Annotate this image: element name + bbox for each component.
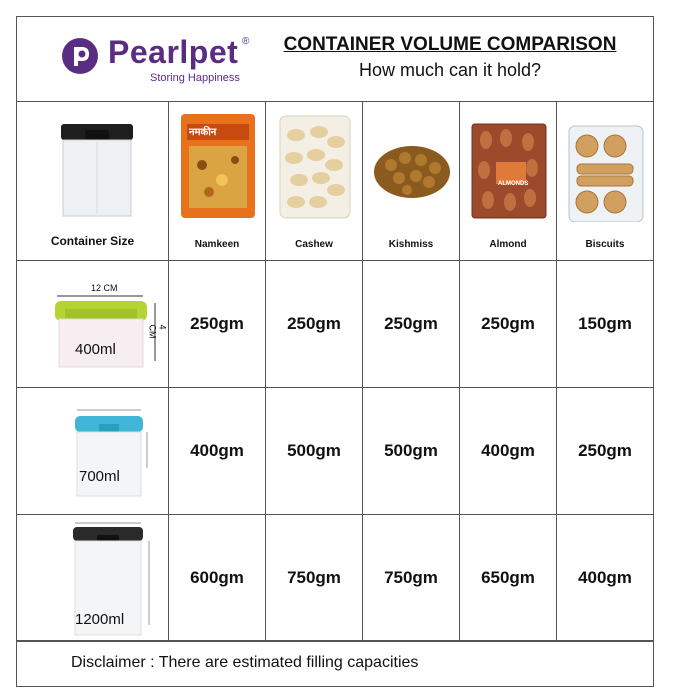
capacity-cell: 250gm bbox=[266, 261, 363, 388]
capacity-cell: 250gm bbox=[557, 388, 654, 515]
header bbox=[16, 16, 654, 102]
pearlpet-logo-icon bbox=[60, 36, 100, 76]
capacity-cell: 500gm bbox=[363, 388, 460, 515]
page-title: CONTAINER VOLUME COMPARISON bbox=[283, 34, 617, 55]
food-label-biscuits: Biscuits bbox=[585, 239, 625, 250]
capacity-cell: 400gm bbox=[557, 515, 654, 642]
food-cell-kishmiss bbox=[363, 102, 460, 261]
food-cell-cashew bbox=[266, 102, 363, 261]
raisin-pile-image bbox=[371, 110, 453, 222]
container-cell-1200ml bbox=[17, 515, 169, 642]
container-700ml-image bbox=[17, 388, 168, 514]
capacity-cell: 650gm bbox=[460, 515, 557, 642]
almond-pack-text: ALMONDS bbox=[498, 181, 529, 187]
brand-logo bbox=[60, 30, 260, 100]
page-subtitle: How much can it hold? bbox=[358, 60, 542, 80]
food-label-kishmiss: Kishmiss bbox=[388, 239, 434, 250]
volume-label: 400ml bbox=[75, 341, 116, 358]
header-row bbox=[17, 102, 654, 261]
capacity-cell: 750gm bbox=[266, 515, 363, 642]
disclaimer-text: Disclaimer : There are estimated filling capacities bbox=[71, 654, 419, 671]
brand-tagline: Storing Happiness bbox=[150, 72, 240, 84]
capacity-cell: 250gm bbox=[363, 261, 460, 388]
capacity-cell: 150gm bbox=[557, 261, 654, 388]
food-label-cashew: Cashew bbox=[295, 239, 333, 250]
cashew-bag-image bbox=[274, 110, 356, 222]
food-cell-biscuits bbox=[557, 102, 654, 261]
food-label-almond: Almond bbox=[489, 239, 527, 250]
container-size-header-cell bbox=[17, 102, 169, 261]
container-cell-400ml bbox=[17, 261, 169, 388]
table-row bbox=[17, 515, 654, 642]
namkeen-pack-text: नमकीन bbox=[189, 127, 217, 138]
capacity-cell: 400gm bbox=[169, 388, 266, 515]
volume-label: 700ml bbox=[79, 468, 120, 485]
comparison-table bbox=[16, 101, 654, 642]
capacity-cell: 400gm bbox=[460, 388, 557, 515]
capacity-cell: 600gm bbox=[169, 515, 266, 642]
table-row bbox=[17, 261, 654, 388]
brand-name: Pearlpet bbox=[108, 34, 239, 70]
container-400ml-image bbox=[17, 261, 168, 387]
container-size-label: Container Size bbox=[50, 234, 135, 248]
volume-label: 1200ml bbox=[75, 611, 125, 628]
almond-pack-image bbox=[468, 110, 550, 222]
biscuit-tray-image bbox=[565, 110, 647, 222]
container-cell-700ml bbox=[17, 388, 169, 515]
capacity-cell: 750gm bbox=[363, 515, 460, 642]
registered-mark: ® bbox=[242, 36, 250, 47]
table-row bbox=[17, 388, 654, 515]
capacity-cell: 250gm bbox=[460, 261, 557, 388]
width-label: 12 CM bbox=[91, 283, 118, 293]
food-cell-almond bbox=[460, 102, 557, 261]
food-cell-namkeen bbox=[169, 102, 266, 261]
disclaimer-bar bbox=[16, 640, 654, 687]
capacity-cell: 250gm bbox=[169, 261, 266, 388]
food-label-namkeen: Namkeen bbox=[194, 239, 240, 250]
container-icon bbox=[57, 120, 137, 220]
height-label: 4 CM bbox=[147, 324, 168, 339]
capacity-cell: 500gm bbox=[266, 388, 363, 515]
